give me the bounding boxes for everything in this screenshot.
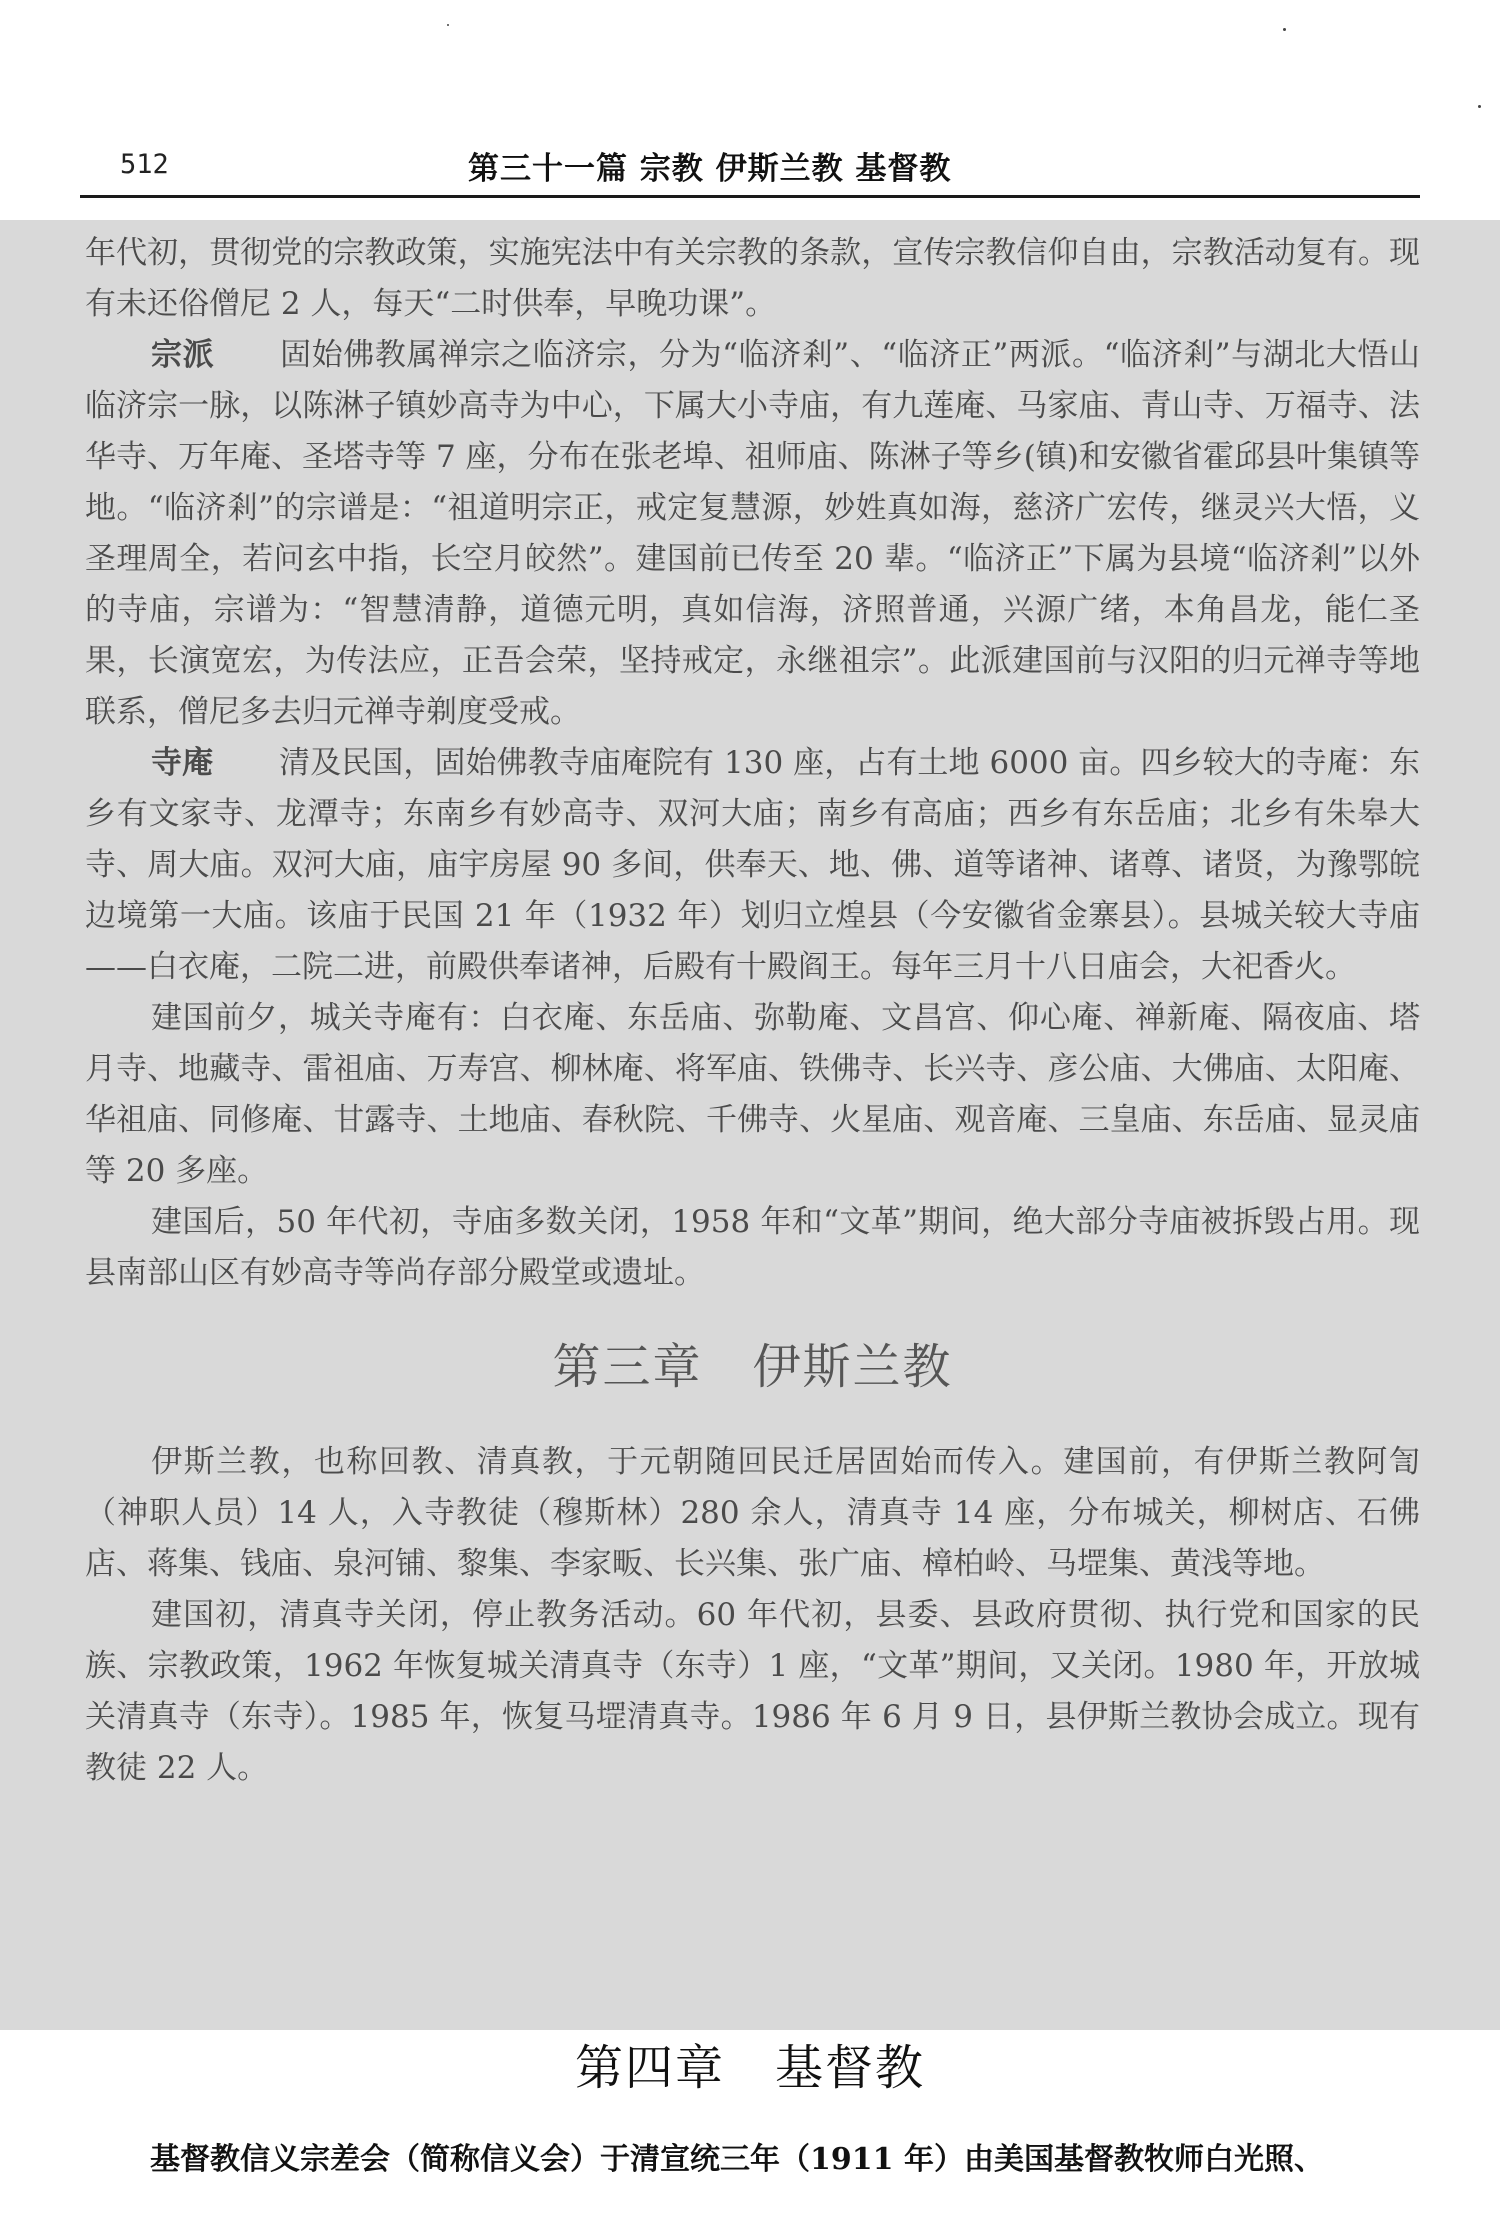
paragraph: 年代初，贯彻党的宗教政策，实施宪法中有关宗教的条款，宣传宗教信仰自由，宗教活动复有。现有未还俗僧尼 2 人，每天“二时供奉，早晚功课”。 xyxy=(85,235,1420,322)
paragraph: 建国前夕，城关寺庵有：白衣庵、东岳庙、弥勒庵、文昌宫、仰心庵、禅新庵、隔夜庙、塔月寺、地藏寺、雷祖庙、万寿宫、柳林庵、将军庙、铁佛寺、长兴寺、彦公庙、大佛庙、太阳庵、华祖庙、同修庵、甘露寺、土地庙、春秋院、千佛寺、火星庙、观音庵、三皇庙、东岳庙、显灵庙等 20 多座。 xyxy=(85,1000,1420,1189)
page-number: 512 xyxy=(120,149,169,180)
scan-speck xyxy=(447,24,449,26)
page-header xyxy=(80,135,1420,187)
body-text xyxy=(85,228,1420,1794)
paragraph: 宗派 固始佛教属禅宗之临济宗，分为“临济剎”、“临济正”两派。“临济剎”与湖北大悟山临济宗一脉，以陈淋子镇妙高寺为中心，下属大小寺庙，有九莲庵、马家庙、青山寺、万福寺、法华寺、万年庵、圣塔寺等 7 座，分布在张老埠、祖师庙、陈淋子等乡(镇)和安徽省霍邱县叶集镇等地。“临济剎”的宗谱是：“祖道明宗正，戒定复慧源，妙姓真如海，慈济广宏传，继灵兴大悟，义圣理周全，若问玄中指，长空月皎然”。建国前已传至 20 辈。“临济正”下属为县境“临济剎”以外的寺庙，宗谱为：“智慧清静，道德元明，真如信海，济照普通，兴源广绪，本角昌龙，能仁圣果，长演宽宏，为传法应，正吾会荣，坚持戒定，永继祖宗”。此派建国前与汉阳的归元禅寺等地联系，僧尼多去归元禅寺剃度受戒。 xyxy=(85,337,1421,730)
scan-speck xyxy=(1283,28,1286,31)
scan-speck xyxy=(1478,105,1481,108)
chapter-heading: 第三章 伊斯兰教 xyxy=(552,1339,953,1395)
section-term: 寺庵 xyxy=(151,745,214,781)
running-title: 第三十一篇 宗教 伊斯兰教 基督教 xyxy=(468,151,952,187)
paragraph: 寺庵 清及民国，固始佛教寺庙庵院有 130 座，占有土地 6000 亩。四乡较大的寺庵：东乡有文家寺、龙潭寺；东南乡有妙高寺、双河大庙；南乡有高庙；西乡有东岳庙；北乡有朱皋大寺、周大庙。双河大庙，庙宇房屋 90 多间，供奉天、地、佛、道等诸神、诸尊、诸贤，为豫鄂皖边境第一大庙。该庙于民国 21 年（1932 年）划归立煌县（今安徽省金寨县）。县城关较大寺庙——白衣庵，二院二进，前殿供奉诸神，后殿有十殿阎王。每年三月十八日庙会，大祀香火。 xyxy=(85,745,1420,985)
paragraph: 建国后，50 年代初，寺庙多数关闭，1958 年和“文革”期间，绝大部分寺庙被拆毁占用。现县南部山区有妙高寺等尚存部分殿堂或遗址。 xyxy=(85,1204,1420,1291)
chapter-heading: 第四章 基督教 xyxy=(574,2040,925,2096)
header-rule xyxy=(80,195,1420,198)
paragraph: 伊斯兰教，也称回教、清真教，于元朝随回民迁居固始而传入。建国前，有伊斯兰教阿訇（神职人员）14 人，入寺教徒（穆斯林）280 余人，清真寺 14 座，分布城关，柳树店、石佛店、蒋集、钱庙、泉河铺、黎集、李家畈、长兴集、张广庙、樟柏岭、马堽集、黄浅等地。 xyxy=(85,1444,1420,1582)
paragraph-start: 基督教信义宗差会（简称信义会）于清宣统三年（1911 年）由美国基督教牧师白光照、 xyxy=(150,2142,1324,2177)
paragraph: 建国初，清真寺关闭，停止教务活动。60 年代初，县委、县政府贯彻、执行党和国家的民族、宗教政策，1962 年恢复城关清真寺（东寺）1 座，“文革”期间，又关闭。1980 年，开放城关清真寺（东寺）。1985 年，恢复马堽清真寺。1986 年 6 月 9 日，县伊斯兰教协会成立。现有教徒 22 人。 xyxy=(85,1597,1420,1786)
section-term: 宗派 xyxy=(151,337,215,373)
